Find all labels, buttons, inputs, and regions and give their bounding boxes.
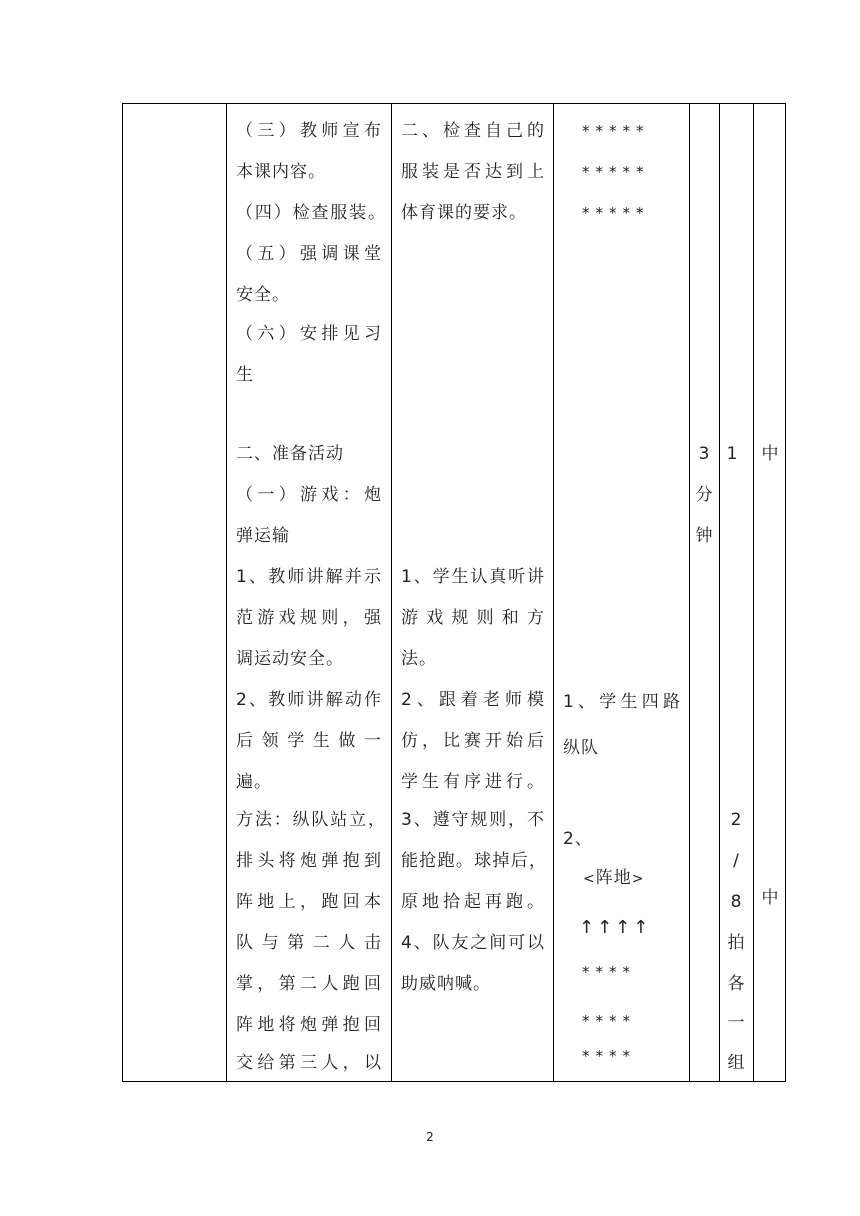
section-heading: 二、准备活动 — [236, 444, 344, 464]
table-col-line — [689, 103, 690, 1082]
text-line: 交给第三人，以 — [236, 1053, 382, 1073]
text-line: （六）安排见习 — [236, 324, 382, 344]
left-angle-icon: < — [583, 871, 596, 887]
table-top-border — [122, 103, 786, 104]
text-line: 体育课的要求。 — [401, 203, 527, 223]
text-line: （五）强调课堂 — [236, 244, 382, 264]
text-line: 范游戏规则，强 — [236, 608, 382, 628]
text-line: 本课内容。 — [236, 162, 326, 182]
text-line: 仿，比赛开始后 — [401, 731, 545, 751]
intensity-value: 中 — [761, 444, 779, 464]
text-line: 生 — [236, 365, 254, 385]
text-line: 法。 — [401, 649, 437, 669]
text-line: 4、队友之间可以 — [401, 933, 545, 953]
student-stars-row: **** — [582, 963, 636, 981]
time-char: 钟 — [695, 526, 713, 546]
text-line: 调运动安全。 — [236, 649, 344, 669]
text-line: 掌，第二人跑回 — [236, 974, 382, 994]
arrow-up-icon: ↑↑↑↑ — [579, 917, 652, 938]
text-line: 原地拾起再跑。 — [401, 892, 545, 912]
text-line: 助威呐喊。 — [401, 974, 491, 994]
text-line: 二、检查自己的 — [401, 121, 545, 141]
table-col-line — [391, 103, 392, 1082]
student-stars-row: ***** — [582, 204, 650, 222]
text-line: （四）检查服装。 — [236, 203, 386, 223]
text-line: 学生有序进行。 — [401, 772, 545, 792]
text-line: 2、跟着老师模 — [401, 690, 545, 710]
time-char: 分 — [695, 485, 713, 505]
text-line: 服装是否达到上 — [401, 162, 545, 182]
text-line: 遍。 — [236, 772, 272, 792]
formation-label: 2、 — [563, 829, 593, 849]
table-col-line — [719, 103, 720, 1082]
table-col-line — [553, 103, 554, 1082]
text-line: 1、学生认真听讲 — [401, 567, 545, 587]
student-stars-row: **** — [582, 1012, 636, 1030]
repetition-count: 1 — [726, 444, 738, 464]
text-line: 1、教师讲解并示 — [236, 567, 382, 587]
table-col-line — [226, 103, 227, 1082]
repetition-char: / — [733, 851, 739, 871]
formation-label: 1、学生四路 — [563, 692, 681, 712]
text-line: 队与第二人击 — [236, 933, 382, 953]
table-col-line — [785, 103, 786, 1082]
time-char: 3 — [698, 444, 710, 464]
text-line: 3、遵守规则，不 — [401, 810, 545, 830]
repetition-char: 2 — [730, 810, 742, 830]
text-line: （一）游戏：炮 — [236, 485, 382, 505]
student-stars-row: ***** — [582, 163, 650, 181]
text-line: 游戏规则和方 — [401, 608, 545, 628]
student-stars-row: ***** — [582, 122, 650, 140]
position-marker — [583, 868, 644, 889]
repetition-char: 拍 — [727, 933, 745, 953]
text-line: 阵地将炮弹抱回 — [236, 1015, 382, 1035]
text-line: （三）教师宣布 — [236, 121, 382, 141]
text-line: 弹运输 — [236, 526, 290, 546]
text-line: 后领学生做一 — [236, 731, 382, 751]
table-bottom-border — [122, 1081, 786, 1082]
intensity-value: 中 — [761, 888, 779, 908]
repetition-char: 组 — [727, 1053, 745, 1073]
right-angle-icon: > — [631, 871, 645, 887]
text-line: 排头将炮弹抱到 — [236, 851, 382, 871]
text-line: 能抢跑。球掉后， — [401, 851, 547, 871]
repetition-char: 各 — [727, 974, 745, 994]
text-line: 阵地上，跑回本 — [236, 892, 382, 912]
text-line: 2、教师讲解动作 — [236, 690, 382, 710]
page-number: 2 — [426, 1130, 434, 1144]
table-col-line — [122, 103, 123, 1082]
text-line: 方法：纵队站立， — [236, 810, 386, 830]
position-label: 阵地 — [595, 868, 632, 888]
formation-label: 纵队 — [563, 738, 599, 758]
student-stars-row: **** — [582, 1047, 636, 1065]
repetition-char: 一 — [727, 1013, 745, 1033]
text-line: 安全。 — [236, 285, 290, 305]
table-col-line — [753, 103, 754, 1082]
repetition-char: 8 — [730, 892, 742, 912]
